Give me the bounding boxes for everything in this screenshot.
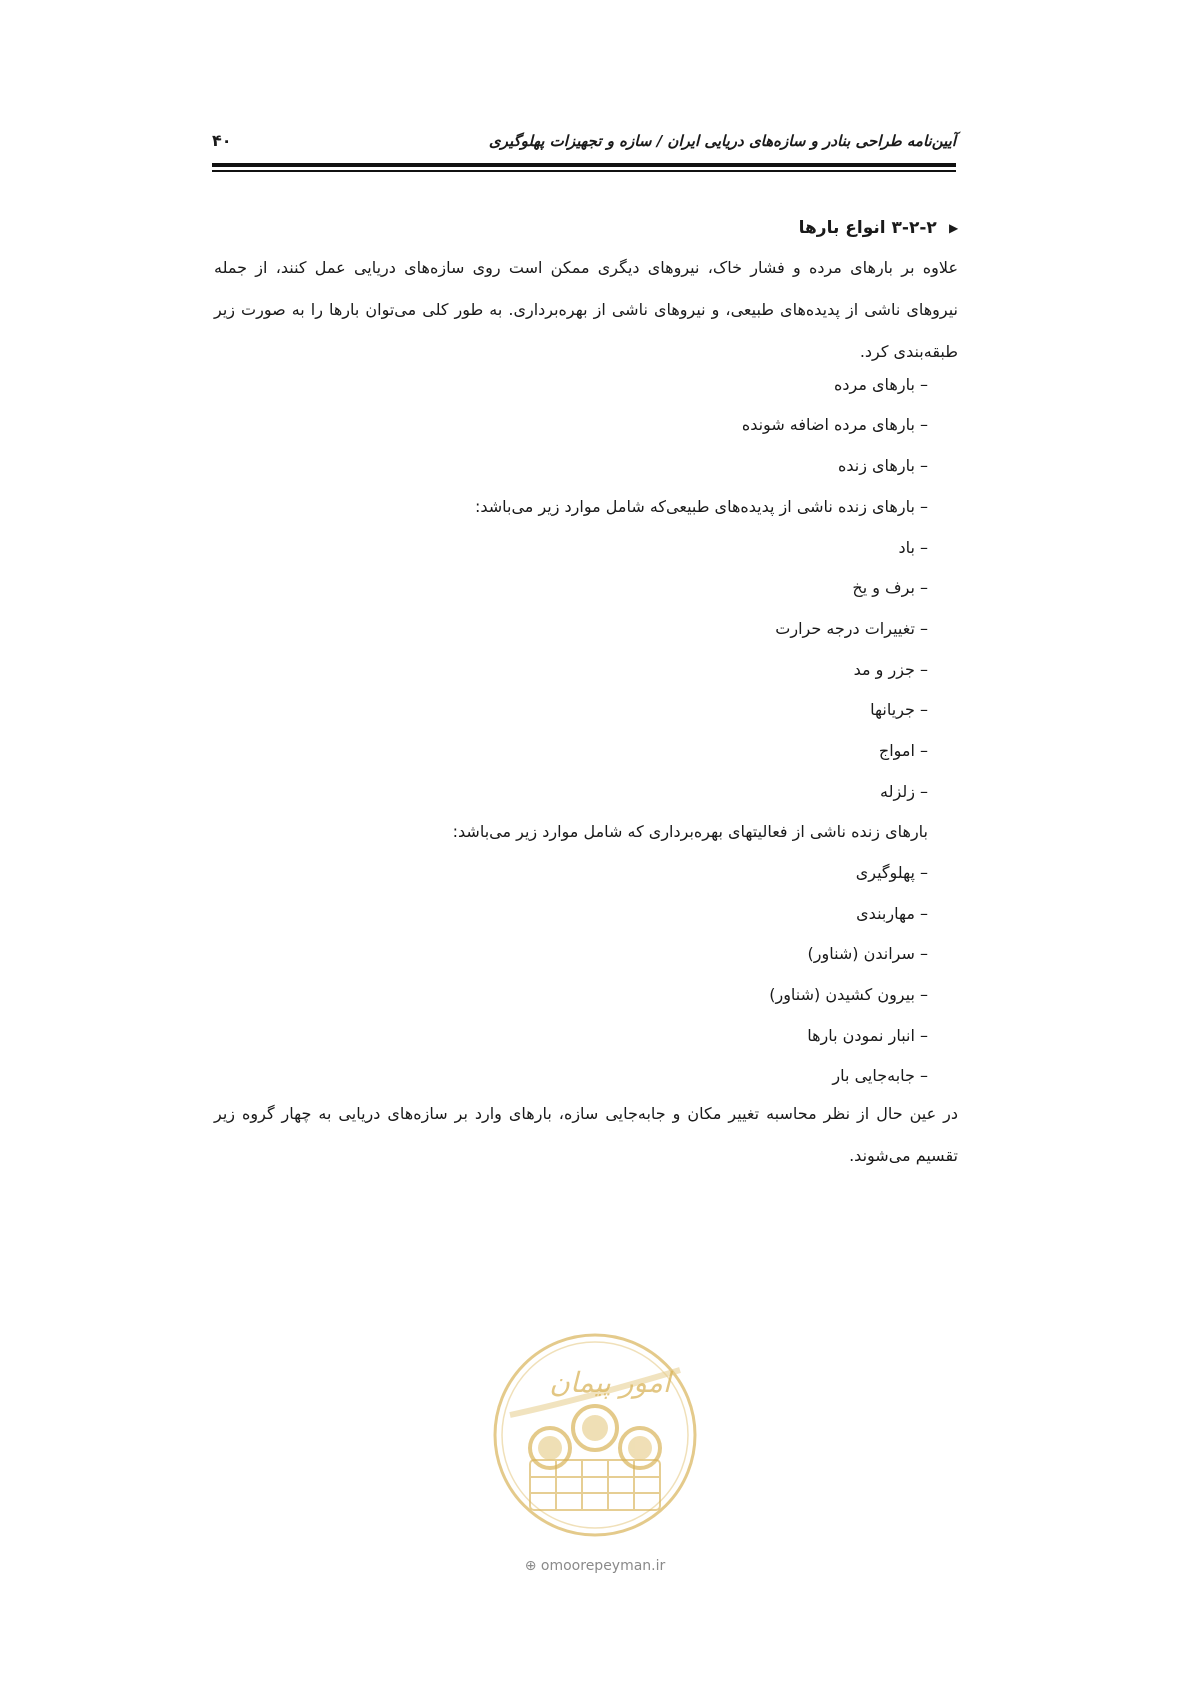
header-rule-thick: [212, 163, 956, 167]
list-item: – بارهای زنده: [837, 456, 928, 475]
list-item: – انبار نمودن بارها: [807, 1026, 928, 1045]
section-heading: [799, 218, 958, 238]
list-item: – زلزله: [880, 782, 928, 801]
list-item: – جریانها: [870, 700, 928, 719]
list-item: – بارهای مرده اضافه شونده: [741, 415, 928, 434]
logo-text: امور پیمان: [549, 1366, 671, 1399]
list-item: – مهاربندی: [856, 904, 928, 923]
operation-loads-intro: بارهای زنده ناشی از فعالیتهای بهره‌برداری که شامل موارد زیر می‌باشد:: [452, 822, 928, 841]
list-item: – جابه‌جایی بار: [832, 1066, 928, 1085]
globe-icon: ⊕: [524, 1558, 537, 1574]
section-heading-text: ۳-۲-۲ انواع بارها: [798, 218, 937, 238]
list-item: – بارهای زنده ناشی از پدیده‌های طبیعی‌که شامل موارد زیر می‌باشد:: [474, 497, 928, 516]
omoorepeyman-logo: [490, 1330, 700, 1540]
list-item: – برف و یخ: [852, 578, 928, 597]
logo-caption: [490, 1558, 700, 1574]
list-item: – جزر و مد: [853, 660, 928, 679]
closing-paragraph: در عین حال از نظر محاسبه تغییر مکان و جابه‌جایی سازه، بارهای وارد بر سازه‌های دریایی به چهار گروه زیر تقسیم می‌شوند.: [214, 1104, 958, 1165]
list-item: – بیرون کشیدن (شناور): [769, 985, 928, 1004]
list-item: – بارهای مرده: [834, 375, 928, 394]
list-item: – امواج: [878, 741, 928, 760]
list-item: – سراندن (شناور): [807, 944, 928, 963]
list-item: – باد: [898, 538, 928, 557]
list-item: – پهلوگیری: [855, 863, 928, 882]
header-rule-thin: [212, 170, 956, 172]
page-header: [212, 128, 956, 158]
page-number: ۴۰: [212, 131, 232, 150]
triangle-bullet-icon: ◀: [948, 221, 958, 235]
intro-paragraph: علاوه بر بارهای مرده و فشار خاک، نیروهای دیگری ممکن است روی سازه‌های دریایی عمل کنند، از جمله نیروهای ناشی از پدیده‌های طبیعی، و نیروهای ناشی از بهره‌برداری. به طور کلی می‌توان بارها را به صورت زیر طبقه‌بندی کرد.: [214, 258, 958, 361]
running-title: آیین‌نامه طراحی بنادر و سازه‌های دریایی ایران / سازه و تجهیزات پهلوگیری: [488, 132, 956, 150]
list-item: – تغییرات درجه حرارت: [775, 619, 928, 638]
website-caption: omoorepeyman.ir: [540, 1558, 666, 1574]
